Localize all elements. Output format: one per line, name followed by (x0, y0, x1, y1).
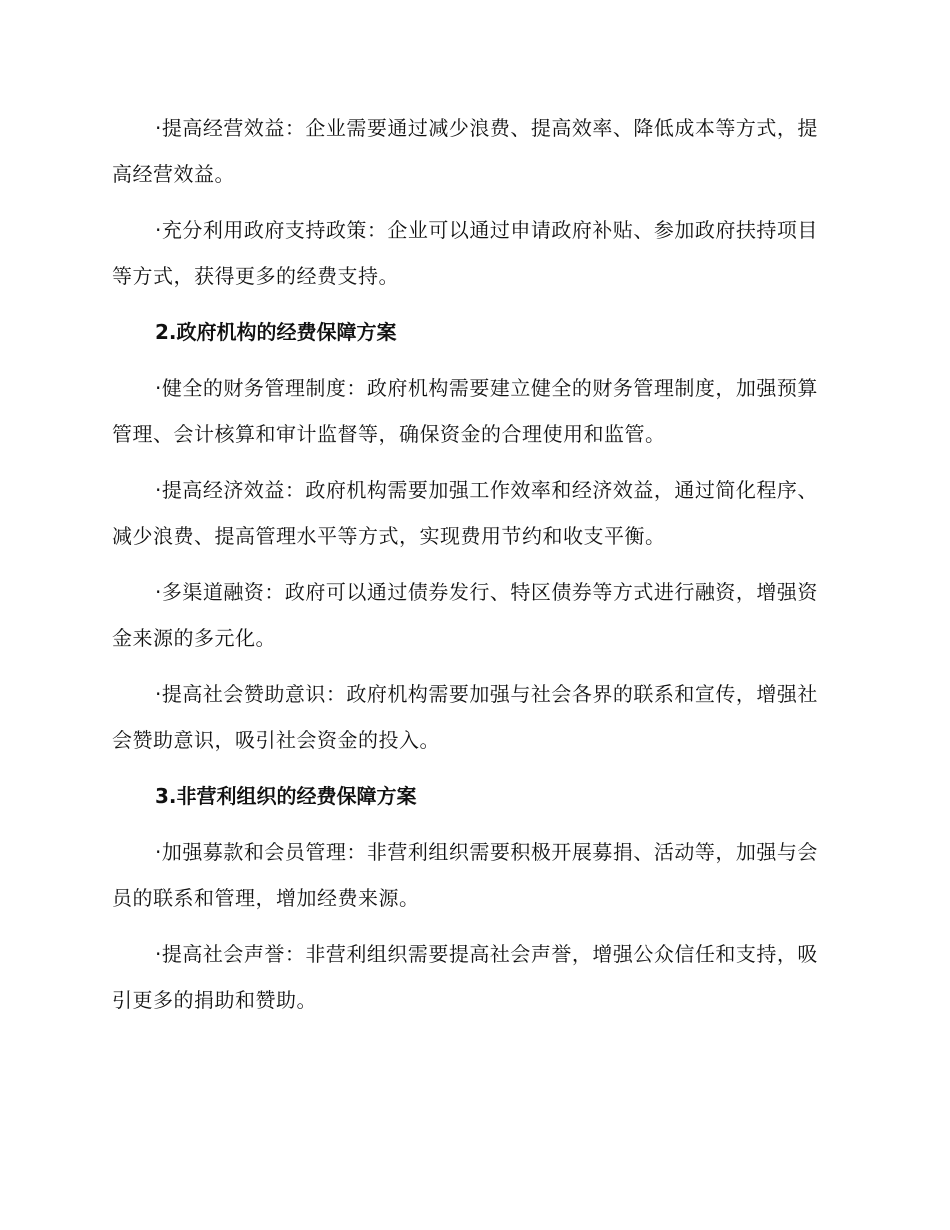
document-page (112, 105, 824, 1033)
paragraph-multi-channel-financing: ·多渠道融资：政府可以通过债券发行、特区债券等方式进行融资，增强资金来源的多元化。 (112, 580, 818, 650)
paragraph-social-sponsorship: ·提高社会赞助意识：政府机构需要加强与社会各界的联系和宣传，增强社会赞助意识，吸引社会资金的投入。 (112, 682, 818, 752)
paragraph-economic-efficiency: ·提高经济效益：政府机构需要加强工作效率和经济效益，通过简化程序、减少浪费、提高管理水平等方式，实现费用节约和收支平衡。 (112, 478, 818, 548)
paragraph-government-support-policy: ·充分利用政府支持政策：企业可以通过申请政府补贴、参加政府扶持项目等方式，获得更多的经费支持。 (112, 218, 818, 288)
paragraph-financial-management-system: ·健全的财务管理制度：政府机构需要建立健全的财务管理制度，加强预算管理、会计核算和审计监督等，确保资金的合理使用和监管。 (112, 376, 818, 446)
paragraph-improve-operating-efficiency: ·提高经营效益：企业需要通过减少浪费、提高效率、降低成本等方式，提高经营效益。 (112, 116, 818, 186)
section-heading-government: 2.政府机构的经费保障方案 (155, 320, 397, 344)
paragraph-fundraising-membership: ·加强募款和会员管理：非营利组织需要积极开展募捐、活动等，加强与会员的联系和管理，增加经费来源。 (112, 840, 818, 910)
paragraph-social-reputation: ·提高社会声誉：非营利组织需要提高社会声誉，增强公众信任和支持，吸引更多的捐助和赞助。 (112, 942, 818, 1012)
section-heading-nonprofit: 3.非营利组织的经费保障方案 (155, 784, 417, 808)
